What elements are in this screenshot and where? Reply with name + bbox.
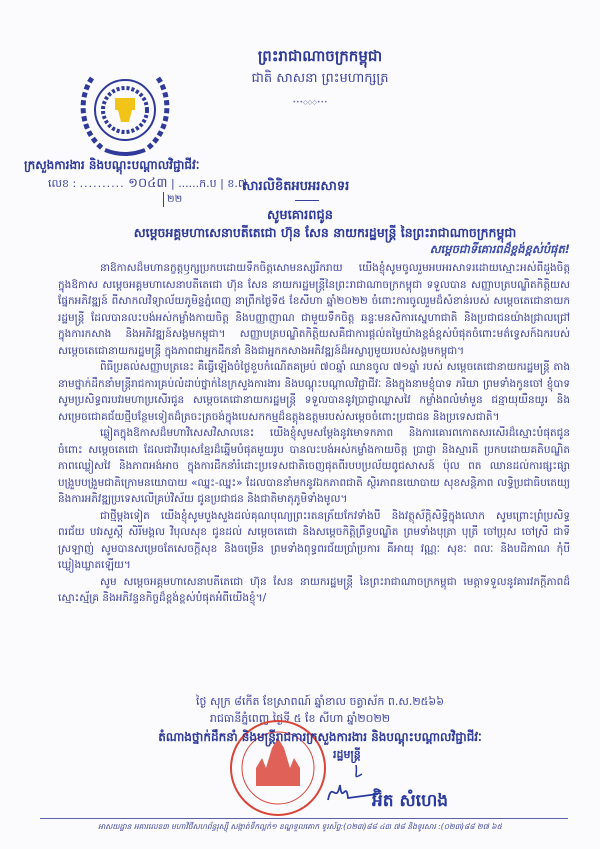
divider [295,200,319,201]
ref-code: ......ក.ប [178,177,217,190]
signer-name: អ៊ិត សំហេង [372,791,449,811]
salutation: សូមគោរពជូន [266,208,333,223]
recipient-name: សម្ដេចអគ្គមហាសេនាបតីតេជោ ហ៊ុន សែន នាយករដ្ឋមន្ត្រី នៃព្រះរាជាណាចក្រកម្ពុជា [133,225,517,240]
ref-suffix: ខ.៧ [227,177,247,190]
body-paragraph: ពិធីប្រគល់សញ្ញាបត្រនេះ គឺធ្វើឡើងចំថ្ងៃខួបកំណើតគម្រប់ ៧០ឆ្នាំ ឈានចូល ៧១ឆ្នាំ របស់ សម្ដេចតេជោនាយករដ្ឋមន្ត្រី តាងនាមថ្នាក់ដឹកនាំមន្ត្រីរាជការគ្រប់លំដាប់ថ្នាក់នៃក្រសួងការងារ និងបណ្ដុះបណ្ដាលវិជ្ជាជីវៈ និងក្នុងនាមខ្ញុំបាទ ភរិយា ព្រមទាំងកូនចៅ ខ្ញុំបាទសូមប្រសិទ្ធពរបវរមហាប្រសើរជូន សម្ដេចតេជោនាយករដ្ឋមន្ត្រី ទទួលបាននូវប្រាជ្ញាឈ្លាសវៃ កម្លាំងពលំមាំមួន ជន្មាយុយឺនយូរ និងសម្រេចជោគជ័យថ្មីបន្ថែមទៀតដ៏ត្រចះត្រចង់ក្នុងបេសកកម្មដ៏ឧត្ដុងឧត្ដមរបស់សម្ដេចចំពោះប្រជាជន និងប្រទេសជាតិ។ [58,361,570,423]
ornament-divider: •••◇◇◇••• [292,99,328,106]
kingdom-title: ព្រះរាជាណាចក្រកម្ពុជា [257,47,383,65]
solar-date: រាជធានីភ្នំពេញ ថ្ងៃទី ៥ ខែ សីហា ឆ្នាំ២០២២ [209,712,391,725]
body-paragraph: ឆ្លៀតក្នុងឱកាសដ៏មហាវិសេសវិសាលនេះ យើងខ្ញុំសូមសម្ដែងនូវមោទកភាព និងការគោរពកោតសរសើរដ៏ស្មោះបំផុតជូនចំពោះ សម្ដេចតេជោ ដែលជាវីរបុរសខ្មែរដ៏ឆ្នើមបំផុតមួយរូប បានលះបង់អស់កម្លាំងកាយចិត្ត ប្រាជ្ញា និងស្មារតី ប្រកបដោយគតិបណ្ឌិត ភាពឈ្លៀសវៃ និងភាពអង់អាច ក្នុងការដឹកនាំរំដោះប្រទេសជាតិចេញផុតពីរបបប្រល័យពូជសាសន៍ ប៉ុល ពត ឈានដល់ការផ្សះផ្សា បង្រួបបង្រួមជាតិក្រោមនយោបាយ «ឈ្នះ-ឈ្នះ» ដែលបាននាំមកនូវឯកភាពជាតិ ស្ថិរភាពនយោបាយ សុខសន្តិភាព លទ្ធិប្រជាធិបតេយ្យ និងការអភិវឌ្ឍប្រទេសលើគ្រប់វិស័យ ជូនប្រជាជន និងជាតិមាតុភូមិទាំងមូល។ [58,427,570,505]
recipient-honorific: សម្ដេចជាទីគោរពដ៏ខ្ពង់ខ្ពស់បំផុត! [429,242,570,256]
letter-body [58,260,570,607]
signer-role: រដ្ឋមន្ត្រី [333,748,361,761]
ref-dots: .......... [79,177,125,190]
lunar-date: ថ្ងៃ សុក្រ ៨កើត ខែស្រាពណ៍ ឆ្នាំខាល ចត្វាស័ក ព.ស.២៥៦៦ [195,695,445,708]
body-paragraph: នាឱកាសដ៏មហានក្ខត្តឫក្សប្រកបដោយទឹកចិត្តសោមនស្សរីករាយ យើងខ្ញុំសូមចូលរួមអបអរសាទរដោយស្មោះអស់ពីដួងចិត្តក្នុងឱកាស សម្ដេចអគ្គមហាសេនាបតីតេជោ ហ៊ុន សែន នាយករដ្ឋមន្ត្រីនៃព្រះរាជាណាចក្រកម្ពុជា ទទួលបាន សញ្ញាបត្របណ្ឌិតកិត្តិយសផ្នែកអភិវឌ្ឍន៍ ពីសាកលវិទ្យាល័យភូមិន្ទភ្នំពេញ នាព្រឹកថ្ងៃទី៥ ខែសីហា ឆ្នាំ២០២២ ចំពោះការចូលរួមដ៏សំខាន់របស់ សម្ដេចតេជោនាយករដ្ឋមន្ត្រី ដែលបានលះបង់អស់កម្លាំងកាយចិត្ត និងបញ្ញាញាណ ជាមួយទឹកចិត្ត ឆន្ទៈមនសិការស្នេហាជាតិ និងប្រជាជនយ៉ាងជ្រាលជ្រៅ ក្នុងការកសាង និងអភិវឌ្ឍន៍សង្គមកម្ពុជា។ សញ្ញាបត្របណ្ឌិតកិត្តិយសគឺជាការផ្ដល់តម្លៃយ៉ាងខ្ពង់ខ្ពស់បំផុតចំពោះមត៌ទ្វេសក៍ឯករបស់សម្ដេចតេជោនាយករដ្ឋមន្ត្រី ក្នុងភាពជាអ្នកដឹកនាំ និងជាអ្នកកសាងអភិវឌ្ឍន៍ដ៏អស្ចារ្យមួយរបស់សង្គមកម្ពុជា។ [58,262,570,357]
sender-ministry: ក្រសួងការងារ និងបណ្ដុះបណ្ដាលវិជ្ជាជីវៈ [24,158,200,172]
signer-title: តំណាងថ្នាក់ដឹកនាំ និងមន្ត្រីរាជការក្រសួងការងារ និងបណ្ដុះបណ្ដាលវិជ្ជាជីវៈ [158,730,482,744]
ref-label: លេខ : [48,177,77,190]
footer-divider [40,818,568,819]
ref-number: ១០៤៣ [128,176,168,191]
body-paragraph: សូម សម្ដេចអគ្គមហាសេនាបតីតេជោ ហ៊ុន សែន នាយករដ្ឋមន្ត្រី នៃព្រះរាជាណាចក្រកម្ពុជា មេត្តាទទួលនូវគារវភក្ដីភាពដ៏ស្មោះស្ម័គ្រ និងអភិវន្ទនកិច្ចដ៏ខ្ពង់ខ្ពស់បំផុតអំពីយើងខ្ញុំ។/ [58,575,570,604]
ref-sub: ២២ [163,192,182,207]
national-motto: ជាតិ សាសនា ព្រះមហាក្សត្រ [251,71,389,86]
footer-address: អាសយដ្ឋាន អគារលេខ៣ មហាវិថីសហព័ន្ធរុស្ស៊ី សង្កាត់ទឹកល្អក់១ ខណ្ឌទួលគោក ទូរស័ព្ទ:(០២៣)៨៨ ៤៣ ៧៨ និងទូរសារ :(០២៣)៨៨ ២៧ ៦៥ [98,822,502,831]
letter-type-heading: សារលិខិតអបអរសាទរ [242,179,350,194]
body-paragraph: ជាថ្មីម្ដងទៀត យើងខ្ញុំសូមបួងសួងដល់គុណបុណ្យព្រះរតនត្រ័យកែវទាំងបី និងវត្ថុស័ក្ដិសិទ្ធិក្នុងលោក សូមព្រោះព្រំប្រសិទ្ធពរជ័យ បវរសួស្ដី សិរីមង្គល វិបុលសុខ ជូនដល់ សម្ដេចតេជោ និងសម្ដេចកិត្តិព្រឹទ្ធបណ្ឌិត ព្រមទាំងបុត្រា បុត្រី ចៅប្រុស ចៅស្រី ជាទីស្រឡាញ់ សូមបានសម្រេចតែសេចក្ដីសុខ និងចម្រើន ព្រមទាំងពុទ្ធពរជ័យប្រាំប្រការ គឺអាយុ វណ្ណៈ សុខៈ ពលៈ និងបដិភាណ កុំបីឃ្លៀងឃ្លាតឡើយ។ [58,509,570,571]
reference-number-line: លេខ : .......... ១០៤៣ | ......ក.ប | ខ.៧ [48,176,247,191]
